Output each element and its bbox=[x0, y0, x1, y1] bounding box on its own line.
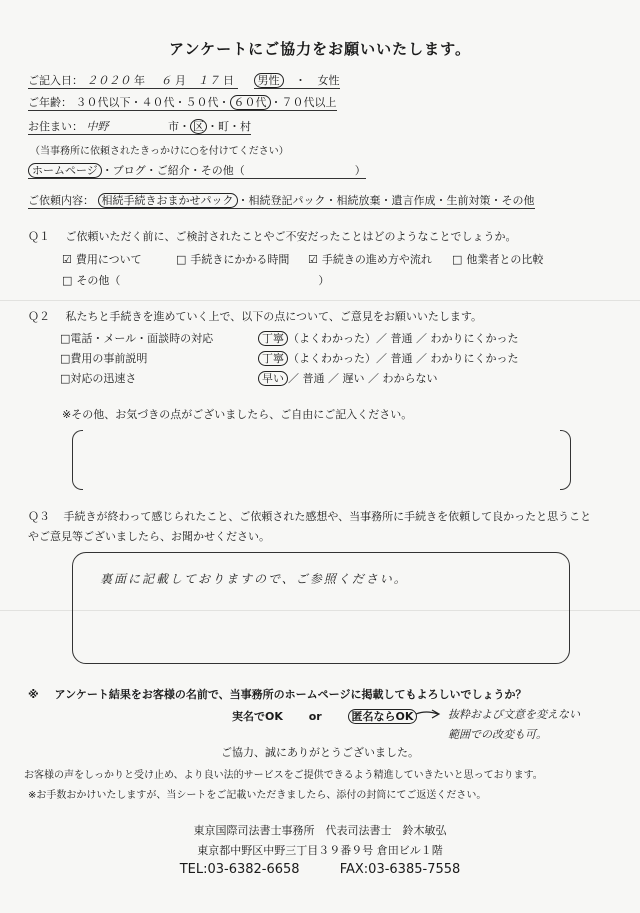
address-unit: 市・ bbox=[168, 120, 190, 133]
q3-number: Ｑ３ bbox=[28, 510, 50, 523]
q2-row-selected: 早い bbox=[258, 371, 288, 386]
publish-text: アンケート結果をお客様の名前で、当事務所のホームページに掲載してもよろしいでしょうか？ bbox=[54, 688, 527, 701]
address-unit-selected: 区 bbox=[190, 119, 207, 134]
page-title: アンケートにご協力をお願いいたします。 bbox=[169, 40, 471, 58]
q2-row bbox=[60, 370, 437, 386]
source-options: ・ブログ・ご紹介・その他（ ） bbox=[101, 164, 366, 177]
q2-row-selected: 丁寧 bbox=[258, 331, 288, 346]
q1-number: Ｑ１ bbox=[28, 230, 50, 243]
publish-question bbox=[28, 686, 526, 702]
age-options: ３０代以下・４０代・５０代・ bbox=[75, 96, 230, 109]
q3-answer-box bbox=[72, 552, 570, 664]
gender-field bbox=[254, 74, 340, 89]
age-field bbox=[28, 96, 337, 111]
q2-row-options: （よくわかった）／ 普通 ／ わかりにくかった bbox=[288, 352, 519, 365]
checkbox-icon: □ bbox=[62, 274, 73, 287]
gender-female: 女性 bbox=[317, 74, 340, 87]
office-address: 東京都中野区中野三丁目３９番９号 倉田ビル１階 bbox=[197, 844, 443, 857]
date-field bbox=[28, 74, 238, 89]
q2-row-label: □電話・メール・面談時の対応 bbox=[60, 332, 214, 345]
source-row bbox=[28, 162, 366, 178]
source-note: （当事務所に依頼されたきっかけに○を付けてください） bbox=[30, 146, 289, 157]
date-day: １７ bbox=[197, 74, 220, 87]
address-field bbox=[28, 120, 251, 135]
q1-option-label: 手続きの進め方や流れ bbox=[321, 253, 432, 266]
publish-or: or bbox=[308, 710, 322, 723]
q1-option bbox=[452, 251, 543, 267]
q1-option bbox=[308, 251, 432, 267]
address-value: 中野 bbox=[86, 120, 109, 133]
publish-mark: ※ bbox=[28, 688, 39, 701]
publish-option-anon: 匿名ならOK bbox=[348, 709, 418, 724]
request-field bbox=[28, 194, 535, 209]
date-year-unit: 年 bbox=[134, 74, 145, 87]
request-selected: 相続手続きおまかせパック bbox=[98, 193, 238, 208]
closing-thanks: ご協力、誠にありがとうございました。 bbox=[221, 746, 419, 759]
q2-row bbox=[60, 330, 519, 346]
closing-line2: ※お手数おかけいたしますが、当シートをご記載いただきましたら、添付の封筒にてご返送ください。 bbox=[28, 790, 487, 801]
age-selected: ６０代 bbox=[230, 95, 271, 110]
office-name: 東京国際司法書士事務所 代表司法書士 鈴木敏弘 bbox=[193, 824, 447, 837]
gender-male: 男性 bbox=[254, 73, 284, 88]
age-label: ご年齢： bbox=[28, 96, 72, 109]
office-contact bbox=[0, 862, 640, 877]
date-month-unit: 月 bbox=[175, 74, 186, 87]
publish-options bbox=[232, 708, 417, 724]
office-fax: FAX:03-6385-7558 bbox=[339, 862, 461, 877]
request-row bbox=[28, 192, 535, 208]
closing-line1: お客様の声をしっかりと受け止め、より良い法的サービスをご提供できるよう精進していきたいと思っております。 bbox=[24, 770, 543, 781]
q2-number: Ｑ２ bbox=[28, 310, 50, 323]
q2-comment-bracket-right bbox=[560, 430, 571, 490]
gender-separator: ・ bbox=[295, 74, 306, 87]
checkbox-icon: ☑ bbox=[308, 253, 318, 266]
date-month: ６ bbox=[160, 74, 172, 87]
q2-comment-prompt: ※その他、お気づきの点がございましたら、ご自由にご記入ください。 bbox=[62, 408, 413, 421]
age-row bbox=[28, 94, 337, 110]
q3-handwritten-answer: 裏面に記載しておりますので、ご参照ください。 bbox=[100, 572, 408, 586]
publish-note-line2: 範囲での改変も可。 bbox=[448, 728, 547, 741]
q3-text: 手続きが終わって感じられたこと、ご依頼された感想や、当事務所に手続きを依頼して良かったと思うこと bbox=[63, 510, 592, 523]
date-year: ２０２０ bbox=[86, 74, 131, 87]
q2-row-options: （よくわかった）／ 普通 ／ わかりにくかった bbox=[288, 332, 519, 345]
checkbox-icon: □ bbox=[452, 253, 463, 266]
source-selected: ホームページ bbox=[28, 163, 102, 178]
q2-question bbox=[28, 308, 482, 324]
checkbox-icon: ☑ bbox=[62, 253, 72, 266]
source-field bbox=[28, 164, 366, 179]
publish-note-line1: 抜粋および文意を変えない bbox=[448, 708, 580, 721]
q2-row-label: □対応の迅速さ bbox=[60, 372, 137, 385]
q2-row-label: □費用の事前説明 bbox=[60, 352, 148, 365]
q2-row-selected: 丁寧 bbox=[258, 351, 288, 366]
q2-text: 私たちと手続きを進めていく上で、以下の点について、ご意見をお願いいたします。 bbox=[65, 310, 482, 323]
date-label: ご記入日： bbox=[28, 74, 83, 87]
q1-option bbox=[62, 251, 142, 267]
age-options-rest: ・７０代以上 bbox=[270, 96, 337, 109]
q1-option bbox=[176, 251, 289, 267]
q2-row bbox=[60, 350, 519, 366]
q2-comment-bracket-left bbox=[72, 430, 83, 490]
q1-option-label: その他（ ） bbox=[76, 274, 330, 287]
publish-option-real: 実名でOK bbox=[232, 710, 283, 723]
date-row bbox=[28, 72, 340, 88]
arrow-icon bbox=[414, 706, 442, 720]
address-row bbox=[28, 118, 251, 134]
q1-option-label: 他業者との比較 bbox=[466, 253, 544, 266]
q1-question bbox=[28, 228, 517, 244]
address-label: お住まい： bbox=[28, 120, 83, 133]
office-tel: TEL:03-6382-6658 bbox=[179, 862, 300, 877]
date-day-unit: 日 bbox=[223, 74, 234, 87]
request-options: ・相続登記パック・相続放棄・遺言作成・生前対策・その他 bbox=[237, 194, 535, 207]
request-label: ご依頼内容： bbox=[28, 194, 94, 207]
q2-row-options: ／ 普通 ／ 遅い ／ わからない bbox=[288, 372, 438, 385]
q3-question bbox=[28, 508, 591, 524]
checkbox-icon: □ bbox=[176, 253, 187, 266]
address-unit-rest: ・町・村 bbox=[207, 120, 251, 133]
q1-option-label: 手続きにかかる時間 bbox=[190, 253, 290, 266]
q1-option-other bbox=[62, 272, 329, 288]
fold-line bbox=[0, 300, 640, 301]
q1-text: ご依頼いただく前に、ご検討されたことやご不安だったことはどのようなことでしょうか。 bbox=[65, 230, 517, 243]
q1-option-label: 費用について bbox=[75, 253, 142, 266]
q3-text-line2: やご意見等ございましたら、お聞かせください。 bbox=[28, 530, 270, 543]
